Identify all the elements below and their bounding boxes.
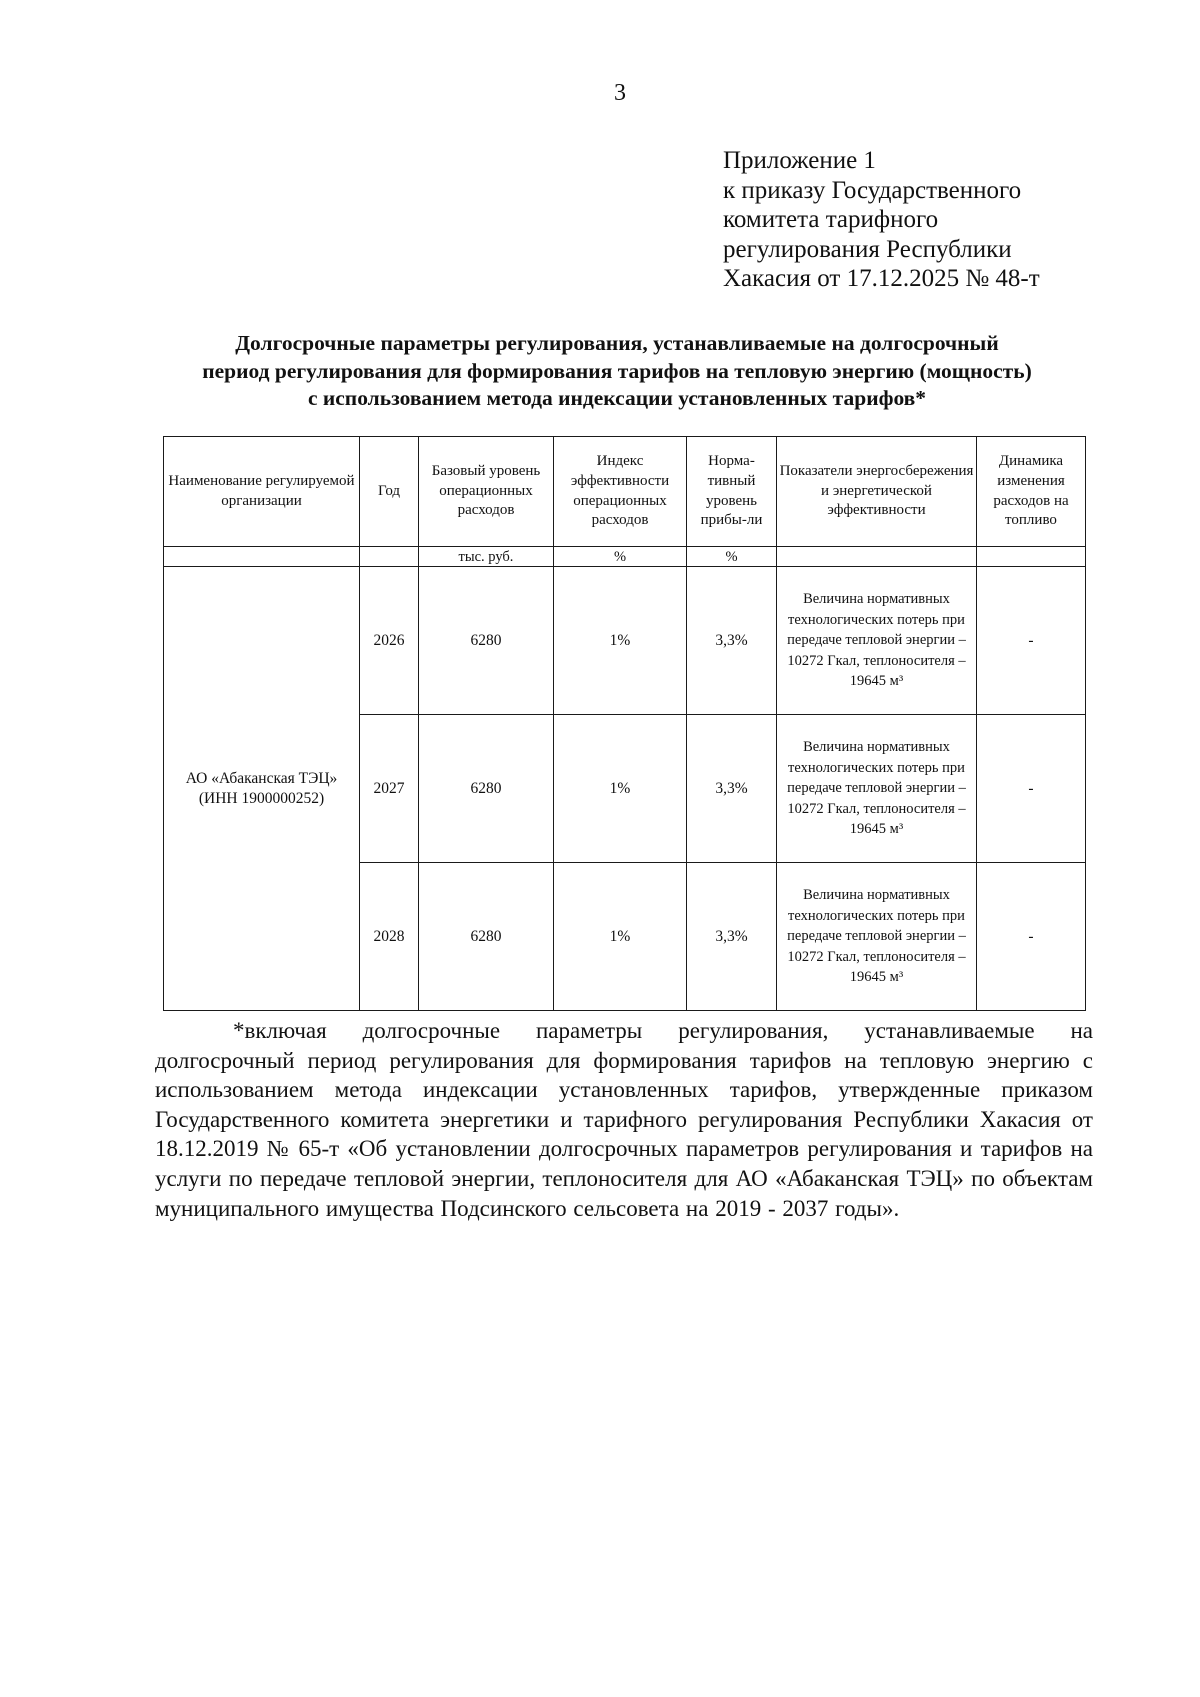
base-level-cell: 6280 bbox=[419, 863, 554, 1011]
units-base-level: тыс. руб. bbox=[419, 547, 554, 567]
units-empty bbox=[977, 547, 1086, 567]
title-line: период регулирования для формирования тарифов на тепловую энергию (мощность) bbox=[202, 358, 1032, 383]
appendix-line: комитета тарифного bbox=[723, 206, 939, 233]
title-line: Долгосрочные параметры регулирования, устанавливаемые на долгосрочный bbox=[235, 331, 999, 355]
appendix-line: Приложение 1 bbox=[723, 147, 876, 174]
energy-indicators-cell: Величина нормативных технологических потерь при передаче тепловой энергии – 10272 Гкал, теплоносителя – 19645 м³ bbox=[777, 715, 977, 863]
header-profit-level: Норма-тивный уровень прибы-ли bbox=[687, 437, 777, 547]
units-empty bbox=[164, 547, 360, 567]
units-empty bbox=[777, 547, 977, 567]
table-header-row bbox=[164, 437, 1086, 547]
profit-level-cell: 3,3% bbox=[687, 715, 777, 863]
table-units-row bbox=[164, 547, 1086, 567]
profit-level-cell: 3,3% bbox=[687, 863, 777, 1011]
year-cell: 2028 bbox=[360, 863, 419, 1011]
header-organization: Наименование регулируемой организации bbox=[164, 437, 360, 547]
appendix-line: Хакасия от 17.12.2025 № 48-т bbox=[723, 265, 1040, 292]
document-title bbox=[150, 330, 1084, 413]
parameters-table bbox=[163, 436, 1086, 1011]
footnote: *включая долгосрочные параметры регулирования, устанавливаемые на долгосрочный период регулирования для формирования тарифов на тепловую энергию с использованием метода индексации установленных тарифов, утвержденные приказом Государственного комитета энергетики и тарифного регулирования Республики Хакасия от 18.12.2019 № 65-т «Об установлении долгосрочных параметров регулирования и тарифов на услуги по передаче тепловой энергии, теплоносителя для АО «Абаканская ТЭЦ» по объектам муниципального имущества Подсинского сельсовета на 2019 - 2037 годы». bbox=[155, 1018, 1093, 1221]
organization-cell: АО «Абаканская ТЭЦ» (ИНН 1900000252) bbox=[164, 567, 360, 1011]
fuel-dynamics-cell: - bbox=[977, 863, 1086, 1011]
appendix-block bbox=[723, 146, 1040, 294]
header-fuel-dynamics: Динамика изменения расходов на топливо bbox=[977, 437, 1086, 547]
header-energy-indicators: Показатели энергосбережения и энергетической эффективности bbox=[777, 437, 977, 547]
base-level-cell: 6280 bbox=[419, 715, 554, 863]
header-efficiency-index: Индекс эффективности операционных расходов bbox=[554, 437, 687, 547]
appendix-line: к приказу Государственного bbox=[723, 176, 1022, 204]
units-empty bbox=[360, 547, 419, 567]
header-base-level: Базовый уровень операционных расходов bbox=[419, 437, 554, 547]
table-row bbox=[164, 567, 1086, 715]
appendix-line: регулирования Республики bbox=[723, 235, 1012, 263]
profit-level-cell: 3,3% bbox=[687, 567, 777, 715]
base-level-cell: 6280 bbox=[419, 567, 554, 715]
fuel-dynamics-cell: - bbox=[977, 567, 1086, 715]
year-cell: 2027 bbox=[360, 715, 419, 863]
title-line: с использованием метода индексации установленных тарифов* bbox=[307, 386, 927, 410]
efficiency-index-cell: 1% bbox=[554, 567, 687, 715]
energy-indicators-cell: Величина нормативных технологических потерь при передаче тепловой энергии – 10272 Гкал, теплоносителя – 19645 м³ bbox=[777, 567, 977, 715]
efficiency-index-cell: 1% bbox=[554, 863, 687, 1011]
header-year: Год bbox=[360, 437, 419, 547]
year-cell: 2026 bbox=[360, 567, 419, 715]
fuel-dynamics-cell: - bbox=[977, 715, 1086, 863]
units-efficiency-index: % bbox=[554, 547, 687, 567]
units-profit-level: % bbox=[687, 547, 777, 567]
energy-indicators-cell: Величина нормативных технологических потерь при передаче тепловой энергии – 10272 Гкал, теплоносителя – 19645 м³ bbox=[777, 863, 977, 1011]
page-number: 3 bbox=[614, 80, 626, 106]
efficiency-index-cell: 1% bbox=[554, 715, 687, 863]
